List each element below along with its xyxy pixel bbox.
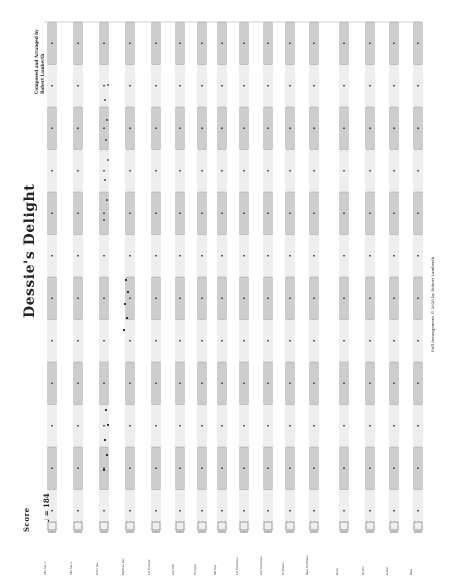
melody-note bbox=[104, 439, 106, 441]
instrument-label: Tenor Sax bbox=[96, 562, 99, 575]
instrument-label: 2nd Trpt bbox=[172, 564, 175, 575]
tempo-marking: ♩ = 184 bbox=[42, 493, 51, 522]
instrument-label: 4th Trpt bbox=[214, 564, 217, 575]
melody-note bbox=[106, 454, 108, 456]
instrument-label: Bass Trombone bbox=[306, 555, 309, 575]
melody-note bbox=[123, 329, 125, 331]
instrument-label: Piano bbox=[336, 567, 339, 575]
melody-note bbox=[125, 279, 127, 281]
melody-note bbox=[104, 99, 106, 101]
instrument-label: Alto Sax 1 bbox=[44, 561, 47, 575]
instrument-label: Bass bbox=[410, 568, 413, 575]
melody-note bbox=[124, 303, 126, 305]
melody-note bbox=[107, 159, 109, 161]
melody-note bbox=[104, 179, 106, 181]
melody-note bbox=[127, 291, 129, 293]
instrument-label: Alto Sax 2 bbox=[70, 561, 73, 575]
composer-credit bbox=[34, 29, 46, 94]
instrument-label: 1st Trumpet bbox=[148, 559, 151, 575]
melody-note bbox=[107, 84, 109, 86]
composer-line-1: Composed and Arranged by bbox=[34, 29, 39, 94]
instrument-label: 1st Trombone bbox=[236, 557, 239, 575]
melody-note bbox=[105, 139, 107, 141]
instrument-label: Baritone Sax bbox=[122, 558, 125, 575]
melody-note bbox=[105, 409, 107, 411]
copyright-notice: Full Arrangement © 2020 by Robert Lamberth bbox=[430, 256, 435, 352]
melody-note bbox=[106, 199, 108, 201]
melody-note bbox=[107, 424, 109, 426]
score-label: Score bbox=[22, 507, 31, 532]
melody-note bbox=[106, 119, 108, 121]
instrument-label: Trumpet bbox=[194, 564, 197, 575]
instrument-label: Drums bbox=[362, 566, 365, 575]
melody-note bbox=[103, 469, 105, 471]
instrument-label: 2nd Trombone bbox=[260, 556, 263, 575]
piece-title: Dessie's Delight bbox=[22, 183, 38, 318]
melody-note bbox=[103, 219, 105, 221]
melody-note bbox=[126, 317, 128, 319]
instrument-label: Guitar bbox=[386, 566, 389, 575]
instrument-label: Trombone bbox=[282, 562, 285, 575]
composer-line-2: Robert Lamberth bbox=[40, 53, 45, 94]
